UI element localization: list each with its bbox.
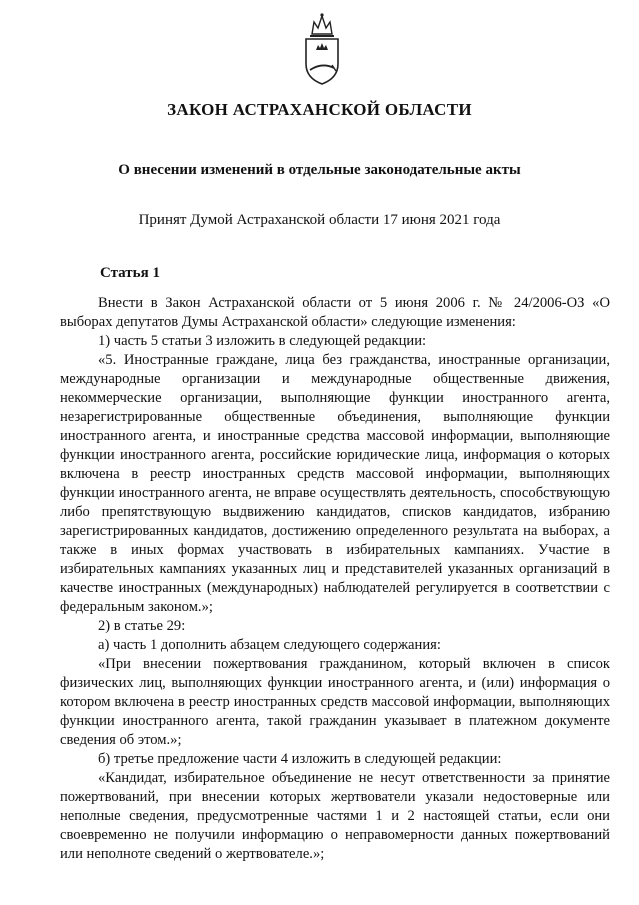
paragraph-item-2b: б) третье предложение части 4 изложить в следующей редакции: — [98, 751, 502, 767]
law-subject: О внесении изменений в отдельные законодательные акты — [118, 162, 521, 178]
paragraph-item-2a: а) часть 1 дополнить абзацем следующего содержания: — [98, 637, 441, 653]
adoption-line: Принят Думой Астраханской области 17 июня 2021 года — [138, 212, 501, 228]
paragraph-quote-part-5: «5. Иностранные граждане, лица без гражданства, иностранные организации, международные организации и международные общественные движения, некоммерческие организации, выполняющие функции иностранного агента, незарегистрированные общественные объединения, выполняющие функции иностранного агента, и иностранные средства массовой информации, выполняющие функции иностранного агента, российские юридические лица, информация о которых включена в реестр иностранных средств массовой информации, выполняющих функции иностранного агента, не вправе осуществлять деятельность, способствующую либо препятствующую выдвижению кандидатов, списков кандидатов, избранию зарегистрированных кандидатов, достижению определенного результата на выборах, а также в иных формах участвовать в избирательных кампаниях. Участие в избирательных кампаниях указанных лиц и представителей указанных организаций в качестве иностранных (международных) наблюдателей регулируется в соответствии с федеральным законом.»; — [60, 352, 610, 615]
coat-of-arms-emblem — [292, 12, 352, 88]
paragraph-intro: Внести в Закон Астраханской области от 5 июня 2006 г. № 24/2006-ОЗ «О выборах депутатов Думы Астраханской области» следующие изменения: — [60, 295, 610, 330]
article-heading: Статья 1 — [100, 265, 160, 281]
paragraph-quote-donation: «При внесении пожертвования гражданином, который включен в список физических лиц, выполняющих функции иностранного агента, и (или) информация о котором включена в реестр иностранных средств массовой информации, выполняющих функции иностранного агента, такой гражданин указывает в платежном документе сведения об этом.»; — [60, 656, 610, 748]
article-body — [60, 294, 610, 864]
law-title: ЗАКОН АСТРАХАНСКОЙ ОБЛАСТИ — [167, 100, 472, 119]
paragraph-quote-candidate: «Кандидат, избирательное объединение не несут ответственности за принятие пожертвований, при внесении которых жертвователи указали недостоверные или неполные сведения, предусмотренные частями 1 и 2 настоящей статьи, если они своевременно не получили информацию о неправомерности данных пожертвований или неполноте сведений о жертвователе.»; — [60, 770, 610, 862]
paragraph-item-1: 1) часть 5 статьи 3 изложить в следующей редакции: — [98, 333, 427, 349]
paragraph-item-2: 2) в статье 29: — [98, 618, 186, 634]
